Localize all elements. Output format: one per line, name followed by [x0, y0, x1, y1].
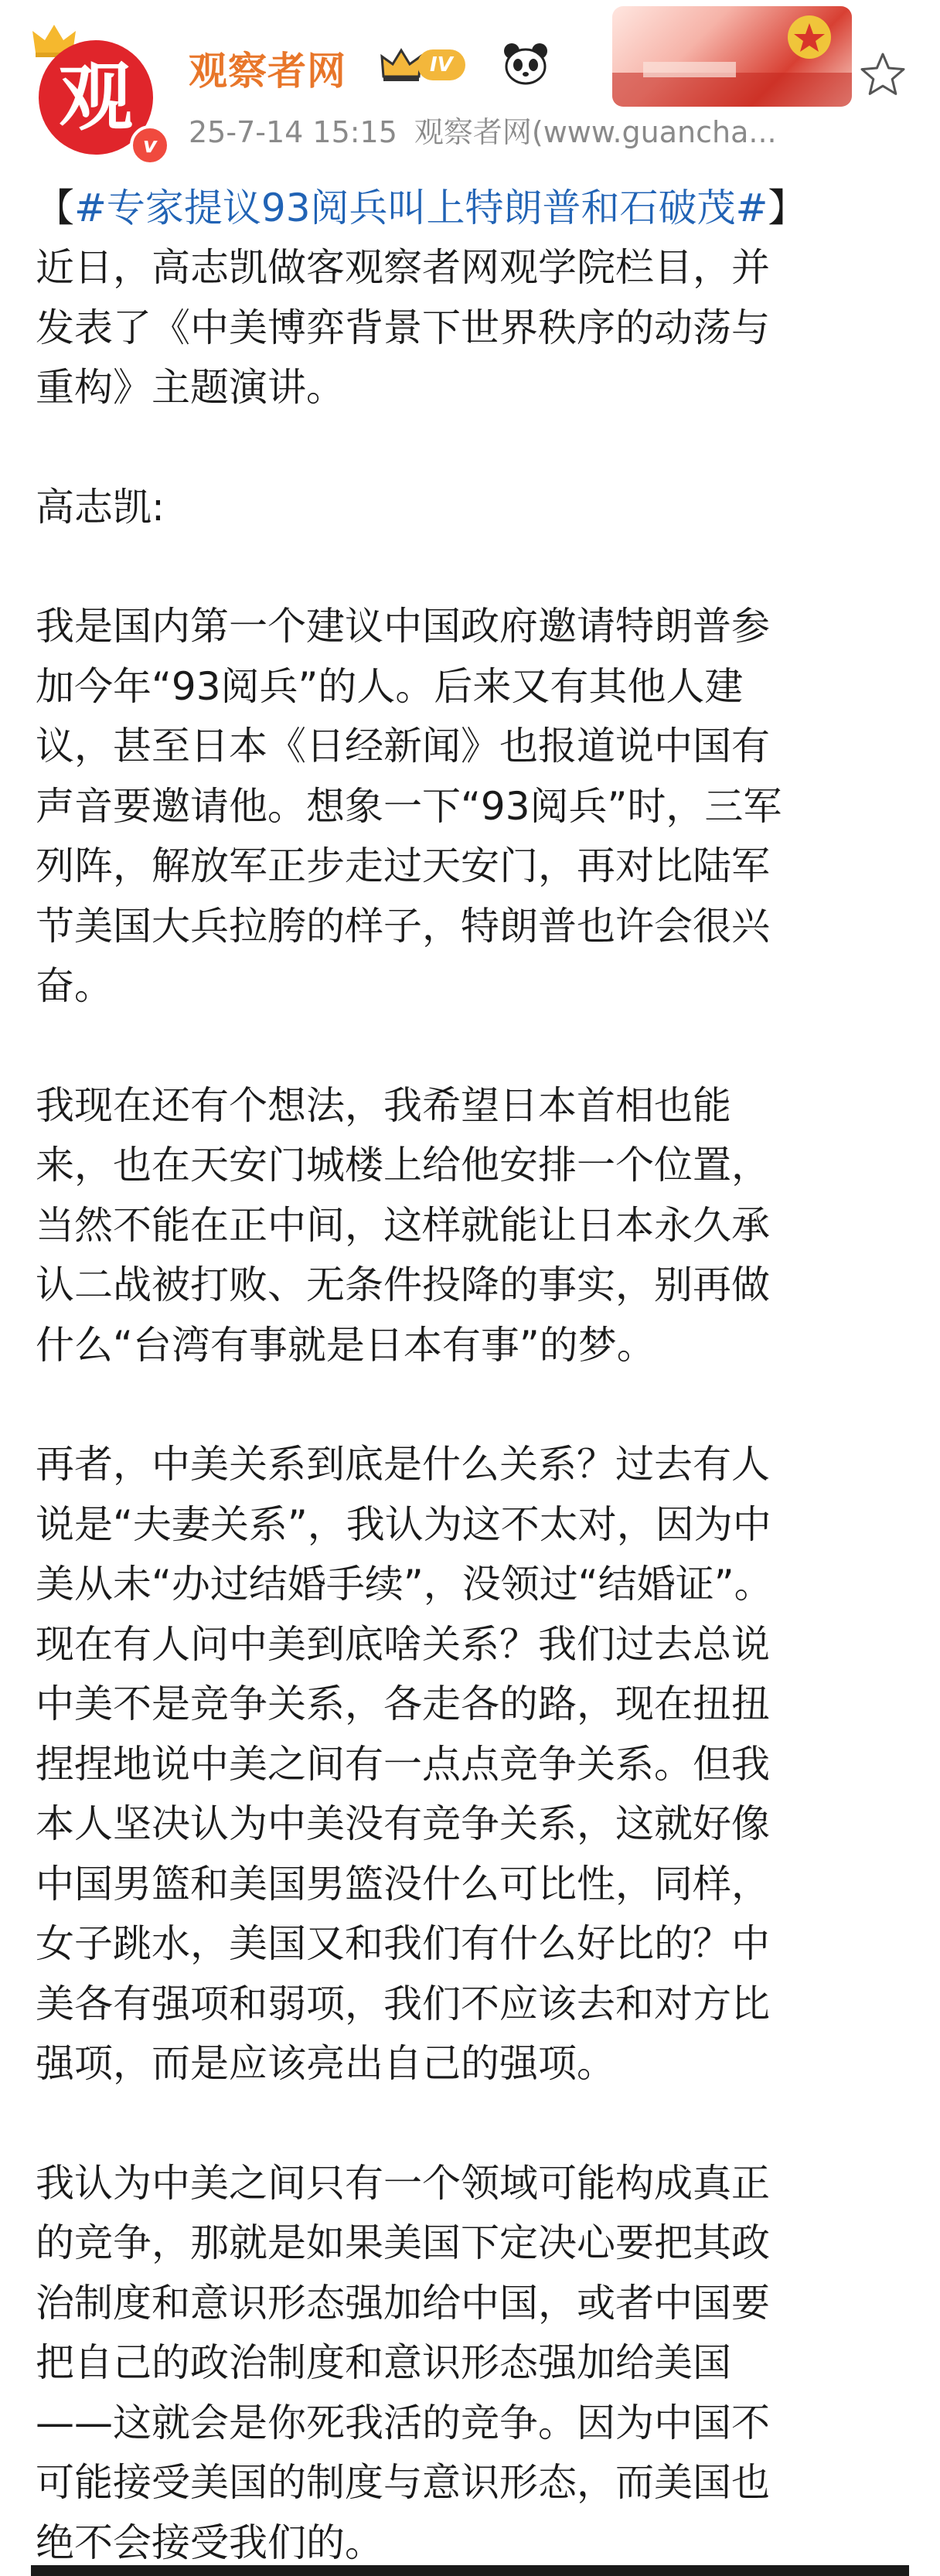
post-date: 25-7-14 15:15 [189, 115, 397, 149]
level-label: IV [417, 49, 465, 80]
panda-icon [502, 42, 549, 85]
level-badge[interactable] [380, 45, 489, 85]
paragraph-speaker: 高志凯: [36, 484, 165, 530]
paragraph-gap [36, 2094, 917, 2154]
topic-line [36, 178, 917, 238]
post-content [36, 178, 917, 2573]
paragraph-parade-invite: 我是国内第一个建议中国政府邀请特朗普参 加今年“93阅兵”的人。后来又有其他人建 议，甚至日本《日经新闻》也报道说中国有 声音要邀请他。想象一下“93阅兵”时，三军 列阵，解放军正步走过天安门，再对比陆军 节美国大兵拉胯的样子，特朗普也许会很兴 奋。 [36, 604, 782, 1008]
post-header [0, 0, 940, 178]
paragraph-japan-pm: 我现在还有个想法，我希望日本首相也能 来，也在天安门城楼上给他安排一个位置， 当然不能在正中间，这样就能让日本永久承 认二战被打败、无条件投降的事实，别再做 什么“台湾有事就是日本有事”的梦。 [36, 1082, 770, 1368]
paragraph-gap [36, 537, 917, 597]
post-source[interactable]: 观察者网(www.guancha... [414, 115, 777, 149]
level-crown-icon [380, 47, 422, 83]
paragraph-gap [36, 418, 917, 478]
post-meta [189, 108, 794, 151]
verified-badge: v [130, 125, 170, 165]
topic-bracket-close: 】 [768, 186, 807, 230]
header-banner-image [612, 6, 852, 107]
avatar-char: 观 [59, 54, 133, 141]
paragraph-intro: 近日，高志凯做客观察者网观学院栏目，并 发表了《中美博弈背景下世界秩序的动荡与 重构》主题演讲。 [36, 245, 770, 410]
avatar-container[interactable] [31, 23, 162, 158]
topic-bracket-open: 【 [36, 186, 74, 230]
paragraph-relations: 再者，中美关系到底是什么关系？过去有人 说是“夫妻关系”，我认为这不太对，因为中 美从未“办过结婚手续”，没领过“结婚证”。 现在有人问中美到底啥关系？我们过去总说 中美不是竞争关系，各走各的路，现在扭扭 捏捏地说中美之间有一点点竞争关系。但我 本人坚决认为中美没有竞争关系，这就好像 中国男篮和美国男篮没什么可比性，同样， 女子跳水，美国又和我们有什么好比的？中 美各有强项和弱项，我们不应该去和对方比 强项，而是应该亮出自己的强项。 [36, 1442, 773, 2086]
star-icon[interactable] [858, 49, 908, 99]
author-name[interactable]: 观察者网 [189, 49, 346, 94]
paragraph-gap [36, 1017, 917, 1076]
bottom-divider [31, 2565, 909, 2576]
paragraph-gap [36, 1375, 917, 1435]
banner-decoration [612, 6, 852, 107]
topic-hashtag-link[interactable]: #专家提议93阅兵叫上特朗普和石破茂# [74, 186, 768, 230]
paragraph-competition: 我认为中美之间只有一个领域可能构成真正 的竞争，那就是如果美国下定决心要把其政 治制度和意识形态强加给中国，或者中国要 把自己的政治制度和意识形态强加给美国 ——这就会是你死我活的竞争。因为中国不 可能接受美国的制度与意识形态，而美国也 绝不会接受我们的。 [36, 2160, 770, 2565]
